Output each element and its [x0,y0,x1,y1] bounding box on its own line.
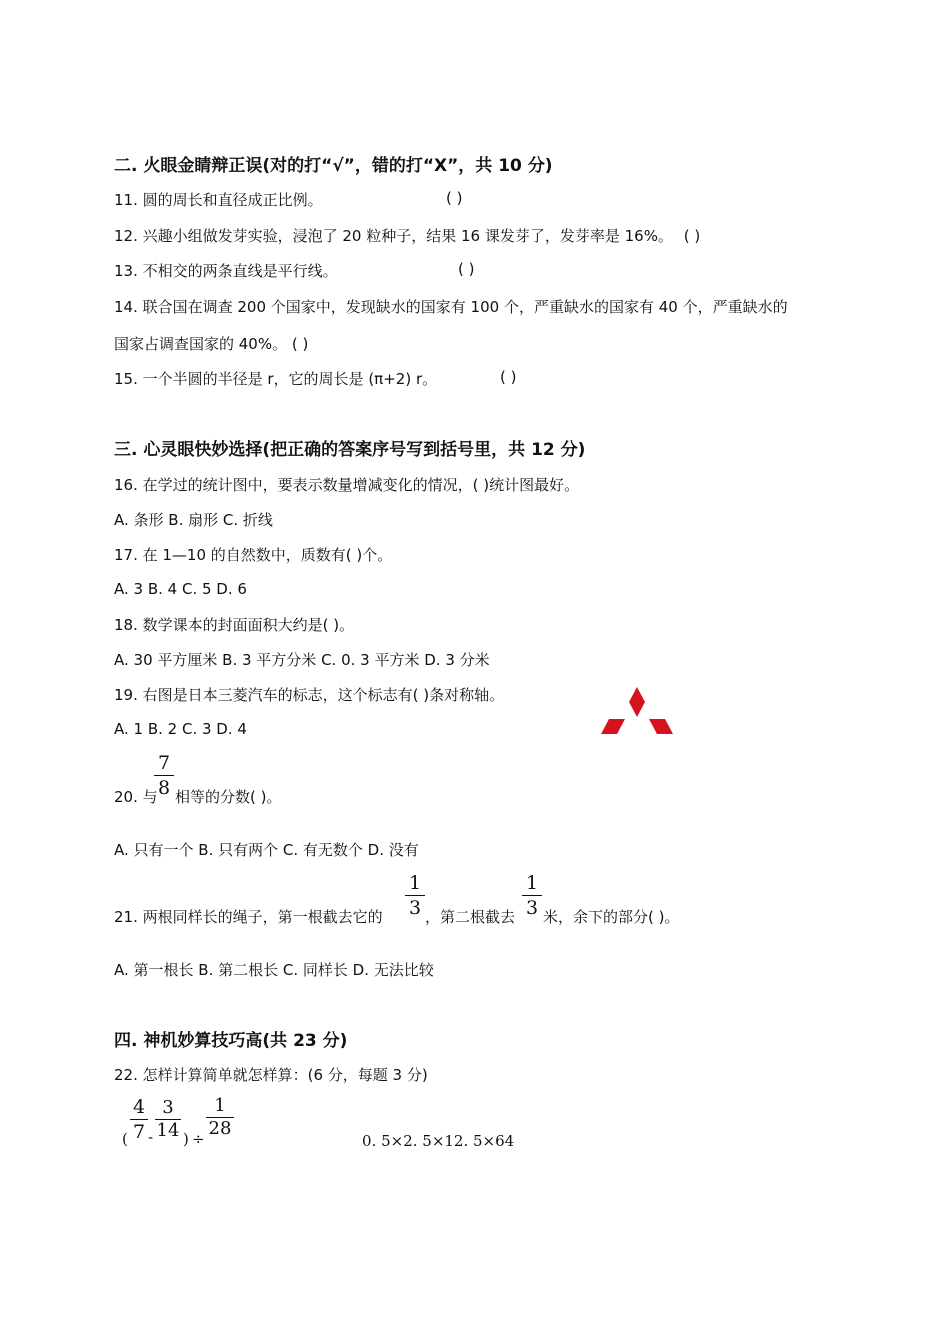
question-20-suffix: 相等的分数( )。 [175,788,282,806]
fraction-numerator: 4 [132,1096,146,1118]
logo-right-diamond [649,719,673,734]
question-21-options: A. 第一根长 B. 第二根长 C. 同样长 D. 无法比较 [114,961,434,979]
question-17-options: A. 3 B. 4 C. 5 D. 6 [114,580,247,598]
fraction-numerator: 1 [408,872,422,894]
fraction-denominator: 8 [157,777,171,799]
question-15-answer: ( ) [500,368,517,386]
logo-top-diamond [629,687,645,717]
fraction-numerator: 3 [162,1097,174,1118]
section-3-title: 三. 心灵眼快妙选择(把正确的答案序号写到括号里，共 12 分) [114,440,586,460]
fraction-denominator: 14 [156,1120,180,1141]
question-15-text: 15. 一个半圆的半径是 r，它的周长是 (π+2) r。 [114,370,438,388]
question-21-part3: 米，余下的部分( )。 [543,908,680,926]
question-20-prefix: 20. 与 [114,788,158,806]
question-16-text: 16. 在学过的统计图中，要表示数量增减变化的情况，( )统计图最好。 [114,476,580,494]
expr1-close-paren: ) [183,1130,189,1148]
section-2-title: 二. 火眼金睛辩正误(对的打“√”，错的打“X”，共 10 分) [114,156,553,176]
question-12 [114,225,700,246]
fraction-denominator: 3 [525,897,539,919]
fraction-bar [130,1119,148,1120]
logo-left-diamond [601,719,625,734]
question-20-options: A. 只有一个 B. 只有两个 C. 有无数个 D. 没有 [114,841,419,859]
question-14-line2: 国家占调查国家的 40%。 ( ) [114,335,309,353]
question-19-text: 19. 右图是日本三菱汽车的标志，这个标志有( )条对称轴。 [114,686,505,704]
expr1-fraction-c [206,1096,234,1139]
question-21-fraction-2 [522,872,542,919]
fraction-bar [522,895,542,896]
expr2: 0. 5×2. 5×12. 5×64 [362,1132,515,1150]
expr1-divide: ÷ [192,1130,205,1148]
question-12-text: 12. 兴趣小组做发芽实验，浸泡了 20 粒种子，结果 16 课发芽了，发芽率是 16%。 [114,227,673,245]
expr1-fraction-a [130,1096,148,1143]
question-21-part2: ，第二根截去 [425,908,516,926]
question-11-text: 11. 圆的周长和直径成正比例。 [114,191,323,209]
question-21-fraction-1 [405,872,425,919]
expr1-open-paren: ( [122,1130,128,1148]
question-11-answer: ( ) [446,189,463,207]
fraction-denominator: 7 [132,1121,146,1143]
question-19-options: A. 1 B. 2 C. 3 D. 4 [114,720,247,738]
expr1-minus: - [148,1128,154,1146]
question-16-options: A. 条形 B. 扇形 C. 折线 [114,511,273,529]
question-12-answer: ( ) [683,227,701,245]
fraction-bar [154,775,174,776]
fraction-denominator: 3 [408,897,422,919]
question-13-text: 13. 不相交的两条直线是平行线。 [114,262,338,280]
fraction-denominator: 28 [208,1118,232,1139]
section-4-title: 四. 神机妙算技巧高(共 23 分) [114,1031,348,1051]
question-14-line1: 14. 联合国在调查 200 个国家中，发现缺水的国家有 100 个，严重缺水的国家有 40 个，严重缺水的 [114,298,788,316]
question-20-fraction [154,752,174,799]
fraction-numerator: 7 [157,752,171,774]
question-18-text: 18. 数学课本的封面面积大约是( )。 [114,616,355,634]
fraction-numerator: 1 [214,1095,226,1116]
fraction-bar [405,895,425,896]
question-11 [114,189,323,210]
question-17-text: 17. 在 1—10 的自然数中，质数有( )个。 [114,546,393,564]
question-21-part1: 21. 两根同样长的绳子，第一根截去它的 [114,908,383,926]
fraction-numerator: 1 [525,872,539,894]
question-18-options: A. 30 平方厘米 B. 3 平方分米 C. 0. 3 平方米 D. 3 分米 [114,651,490,669]
question-22-text: 22. 怎样计算简单就怎样算：(6 分，每题 3 分) [114,1066,428,1084]
expr1-fraction-b [155,1098,181,1141]
question-13-answer: ( ) [458,260,475,278]
mitsubishi-logo [600,687,674,751]
